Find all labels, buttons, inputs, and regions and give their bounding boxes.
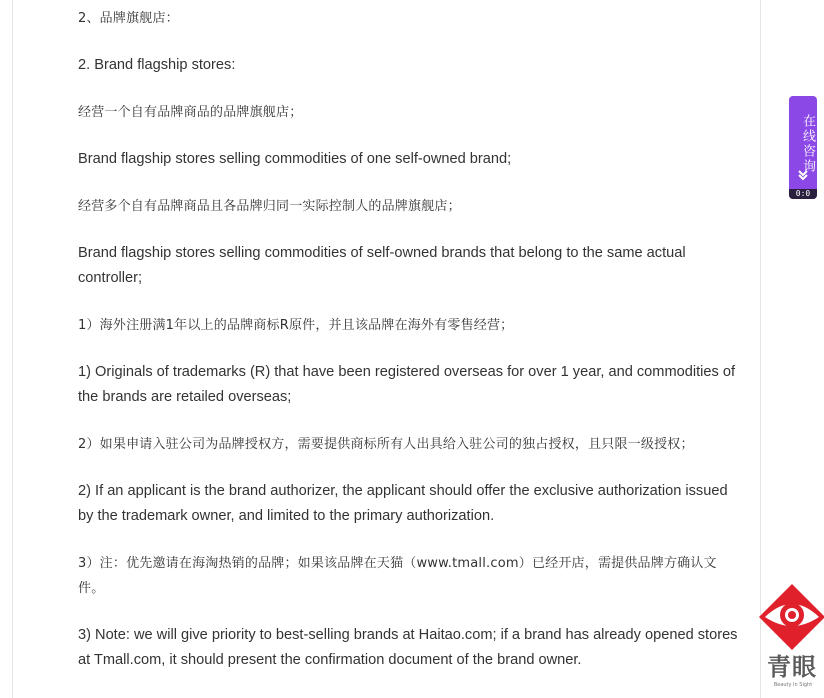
logo-subtext: Beauty In Sight bbox=[773, 682, 813, 688]
logo-text: 青眼 bbox=[767, 653, 817, 681]
article-paragraph: 3) Note: we will give priority to best-selling brands at Haitao.com; if a brand has already opened stores at Tmall.com, it should present the confirmation document of the brand owner. bbox=[78, 627, 738, 668]
article-paragraph: 经营一个自有品牌商品的品牌旗舰店； bbox=[78, 105, 303, 120]
article-paragraph: 1）海外注册满1年以上的品牌商标R原件，并且该品牌在海外有零售经营； bbox=[78, 318, 514, 333]
article-paragraph: 2、品牌旗舰店： bbox=[78, 11, 179, 26]
consult-footer-text: 0:0 bbox=[795, 189, 811, 198]
online-consult-label: 在线咨询 bbox=[800, 114, 815, 174]
left-border-line bbox=[12, 0, 13, 698]
article-paragraph: 经营多个自有品牌商品且各品牌归同一实际控制人的品牌旗舰店； bbox=[78, 199, 461, 214]
eye-logo-icon bbox=[757, 583, 824, 651]
article-paragraph: 3）注：优先邀请在海淘热销的品牌；如果该品牌在天猫（www.tmall.com）已经开店，需提供品牌方确认文件。 bbox=[78, 556, 717, 596]
article-paragraph: Brand flagship stores selling commodities of self-owned brands that belong to the same actual controller; bbox=[78, 245, 686, 286]
watermark-logo bbox=[757, 583, 824, 695]
article-paragraph: 2) If an applicant is the brand authorizer, the applicant should offer the exclusive authorization issued by the trademark owner, and limited to the primary authorization. bbox=[78, 483, 728, 524]
online-consult-button[interactable] bbox=[789, 96, 817, 199]
consult-footer bbox=[789, 189, 817, 199]
article-paragraph: 2）如果申请入驻公司为品牌授权方，需要提供商标所有人出具给入驻公司的独占授权，且只限一级授权； bbox=[78, 437, 694, 452]
article-paragraph: 1) Originals of trademarks (R) that have been registered overseas for over 1 year, and commodities of the brands are retailed overseas; bbox=[78, 364, 736, 405]
double-chevron-down-icon bbox=[797, 169, 809, 181]
article-paragraph: Brand flagship stores selling commodities of one self-owned brand; bbox=[78, 151, 512, 167]
article-paragraph: 2. Brand flagship stores: bbox=[78, 57, 236, 73]
